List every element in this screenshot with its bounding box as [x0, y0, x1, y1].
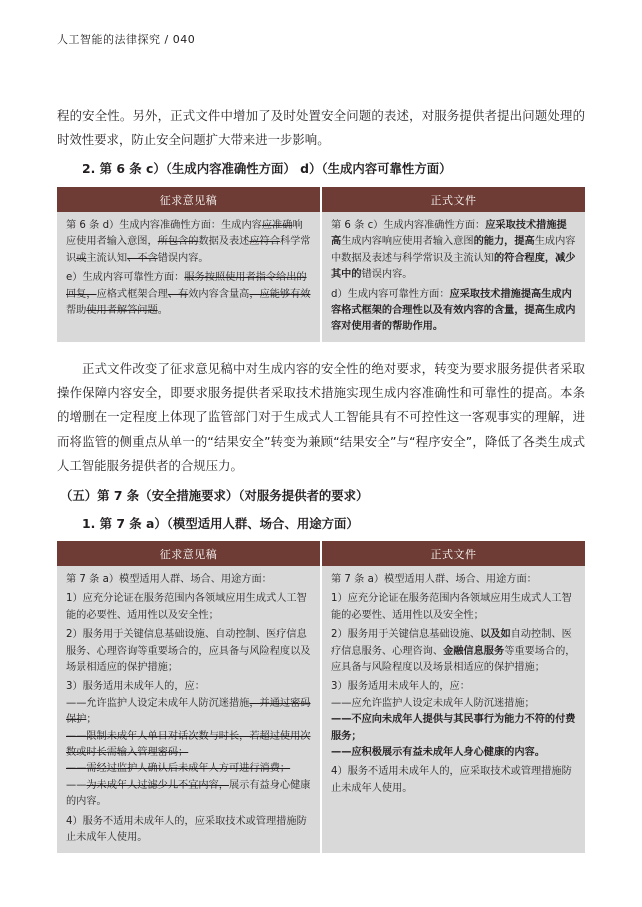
running-header	[57, 31, 195, 47]
text-segment: 生成内容响应使用者输入意图	[341, 236, 474, 248]
text-segment: 第 6 条 c）生成内容准确性方面：	[331, 220, 486, 231]
added-text: 金融信息服务	[443, 645, 505, 657]
deleted-text: 、不含	[127, 252, 158, 264]
text-segment: 4）服务不适用未成年人的，应采取技术或管理措施防止未成年人使用。	[66, 815, 307, 844]
text-segment: 1）应充分论证在服务范围内各领域应用生成式人工智能的必要性、适用性以及安全性；	[331, 593, 572, 621]
added-text: 的符合程度，减少其中的	[331, 252, 576, 281]
clause-paragraph	[66, 591, 311, 624]
deleted-text: 或	[76, 252, 87, 264]
final-clause-list	[331, 572, 576, 797]
draft-cell	[57, 212, 321, 342]
text-segment: 效内容含量高	[188, 288, 250, 300]
deleted-text: 应符合	[249, 236, 280, 248]
deleted-text: 所包含的	[157, 236, 199, 248]
clause-paragraph	[331, 572, 576, 588]
text-segment: 3）服务适用未成年人的，应：	[66, 681, 205, 693]
text-segment: 响应使用者输入意图，	[66, 220, 303, 248]
text-segment: 自动控制、医疗信息服务、心理咨询、	[331, 629, 572, 657]
intro-paragraph: 程的安全性。另外，正式文件中增加了及时处置安全问题的表述，对服务提供者提出问题处理的时效性要求，防止安全问题扩大带来进一步影响。	[57, 108, 585, 148]
added-text: 以及如	[480, 629, 511, 641]
deleted-text: 应准确	[261, 220, 293, 231]
clause-paragraph	[66, 778, 311, 811]
clause-paragraph	[66, 572, 311, 588]
column-header-final: 正式文件	[321, 187, 585, 212]
comparison-table-article6	[57, 187, 585, 342]
analysis-paragraph: 正式文件改变了征求意见稿中对生成内容的安全性的绝对要求，转变为要求服务提供者采取操作保障内容安全，即要求服务提供者采取技术措施实现生成内容准确性和可靠性的提高。本条的增删在一定程度上体现了监管部门对于生成式人工智能具有不可控性这一客观事实的理解，进而将监管的侧重点从单一的“结果安全”转变为兼顾“结果安全”与“程序安全”，降低了各类生成式人工智能服务提供者的合规压力。	[57, 361, 585, 473]
text-segment: 生成内容中数据及表述与科学常识及主流认知	[331, 236, 576, 264]
clause-paragraph	[66, 814, 311, 847]
clause-paragraph	[66, 729, 311, 762]
clause-paragraph	[331, 764, 576, 797]
added-text: ——不应向未成年人提供与其民事行为能力不符的付费服务；	[331, 714, 576, 742]
comparison-table-article7	[57, 541, 585, 853]
text-segment: d）生成内容可靠性方面：	[331, 288, 450, 300]
added-text: 应采取技术措施提高生成内容格式框架的合理性以及有效内容的含量，提高生成内容对使用者的帮助作用。	[331, 288, 576, 333]
draft-clause-e	[66, 270, 311, 319]
clause-paragraph	[66, 696, 311, 729]
text-segment: 错误内容。	[157, 252, 209, 264]
text-segment: 2）服务用于关键信息基础设施、自动控制、医疗信息服务、心理咨询等重要场合的，应具备与风险程度以及场景相适应的保护措施；	[66, 629, 311, 674]
clause-paragraph	[331, 712, 576, 745]
deleted-text: ，应能够有效	[249, 288, 311, 300]
draft-clause-list	[66, 572, 311, 847]
section-heading-article7: （五）第 7 条（安全措施要求）（对服务提供者的要求）	[60, 488, 369, 503]
book-title: 人工智能的法律探究	[57, 33, 161, 46]
text-segment: 。	[157, 305, 168, 317]
column-header-draft: 征求意见稿	[57, 187, 321, 212]
text-segment: 2）服务用于关键信息基础设施、	[331, 629, 481, 641]
clause-paragraph	[66, 679, 311, 695]
text-segment: 应格式框架合理	[96, 288, 168, 300]
deleted-text: ——需经过监护人确认后未成年人方可进行消费；	[66, 763, 291, 775]
text-segment: 1）应充分论证在服务范围内各领域应用生成式人工智能的必要性、适用性以及安全性；	[66, 593, 307, 621]
text-segment: 等重要场合的，应具备与风险程度以及场景相适应的保护措施；	[331, 645, 576, 674]
clause-paragraph	[331, 627, 576, 676]
added-text: ——应积极展示有益未成年人身心健康的内容。	[331, 747, 545, 759]
draft-cell	[57, 566, 321, 853]
final-cell	[321, 566, 585, 853]
clause-paragraph	[331, 696, 576, 712]
final-clause-c	[331, 218, 576, 284]
deleted-text: ，并通过密码保护	[66, 697, 311, 726]
text-segment: 第 7 条 a）模型适用人群、场合、用途方面：	[331, 574, 537, 585]
clause-paragraph	[66, 761, 311, 777]
column-header-final: 正式文件	[321, 541, 585, 566]
text-segment: ——应允许监护人设定未成年人防沉迷措施；	[331, 697, 535, 709]
text-segment: 展示有益身心健康的内容。	[66, 779, 311, 808]
added-text: 的能力，提高	[473, 236, 535, 248]
text-segment: 4）服务不适用未成年人的，应采取技术或管理措施防止未成年人使用。	[331, 766, 572, 794]
text-segment: e）生成内容可靠性方面：	[66, 272, 185, 284]
text-segment: ——允许监护人设定未成年人防沉迷措施	[66, 697, 250, 709]
text-segment: ；	[86, 714, 97, 726]
clause-paragraph	[331, 679, 576, 695]
deleted-text: 服务按照使用者指令给出的回复，	[66, 272, 307, 300]
column-header-draft: 征求意见稿	[57, 541, 321, 566]
text-segment: 帮助	[66, 305, 87, 317]
final-cell	[321, 212, 585, 342]
deleted-text: 为未成年人过滤少儿不宜内容，	[86, 779, 229, 791]
final-clause-d	[331, 287, 576, 336]
clause-paragraph	[331, 591, 576, 624]
text-segment: 数据及表述	[198, 236, 250, 248]
text-segment: ——	[66, 779, 87, 791]
deleted-text: 、有	[167, 288, 189, 300]
deleted-text: 使用者解答问题	[86, 305, 158, 317]
clause-paragraph	[66, 627, 311, 676]
text-segment: 主流认知	[86, 252, 128, 264]
added-text: 应采取技术措施提高	[331, 220, 567, 248]
text-segment: 第 6 条 d）生成内容准确性方面：生成内容	[66, 220, 262, 231]
text-segment: 科学常识	[66, 236, 311, 264]
text-segment: 3）服务适用未成年人的，应：	[331, 681, 470, 693]
subsection-heading-article7a: 1. 第 7 条 a）（模型适用人群、场合、用途方面）	[82, 516, 359, 531]
text-segment: 错误内容。	[361, 269, 413, 281]
text-segment: 第 7 条 a）模型适用人群、场合、用途方面：	[66, 574, 272, 585]
page-number: / 040	[164, 33, 196, 46]
deleted-text: ——限制未成年人单日对话次数与时长，若超过使用次数或时长需输入管理密码；	[66, 730, 311, 759]
draft-clause-c	[66, 218, 311, 267]
clause-paragraph	[331, 745, 576, 761]
section-heading-article6: 2. 第 6 条 c）（生成内容准确性方面） d）（生成内容可靠性方面）	[82, 161, 452, 176]
